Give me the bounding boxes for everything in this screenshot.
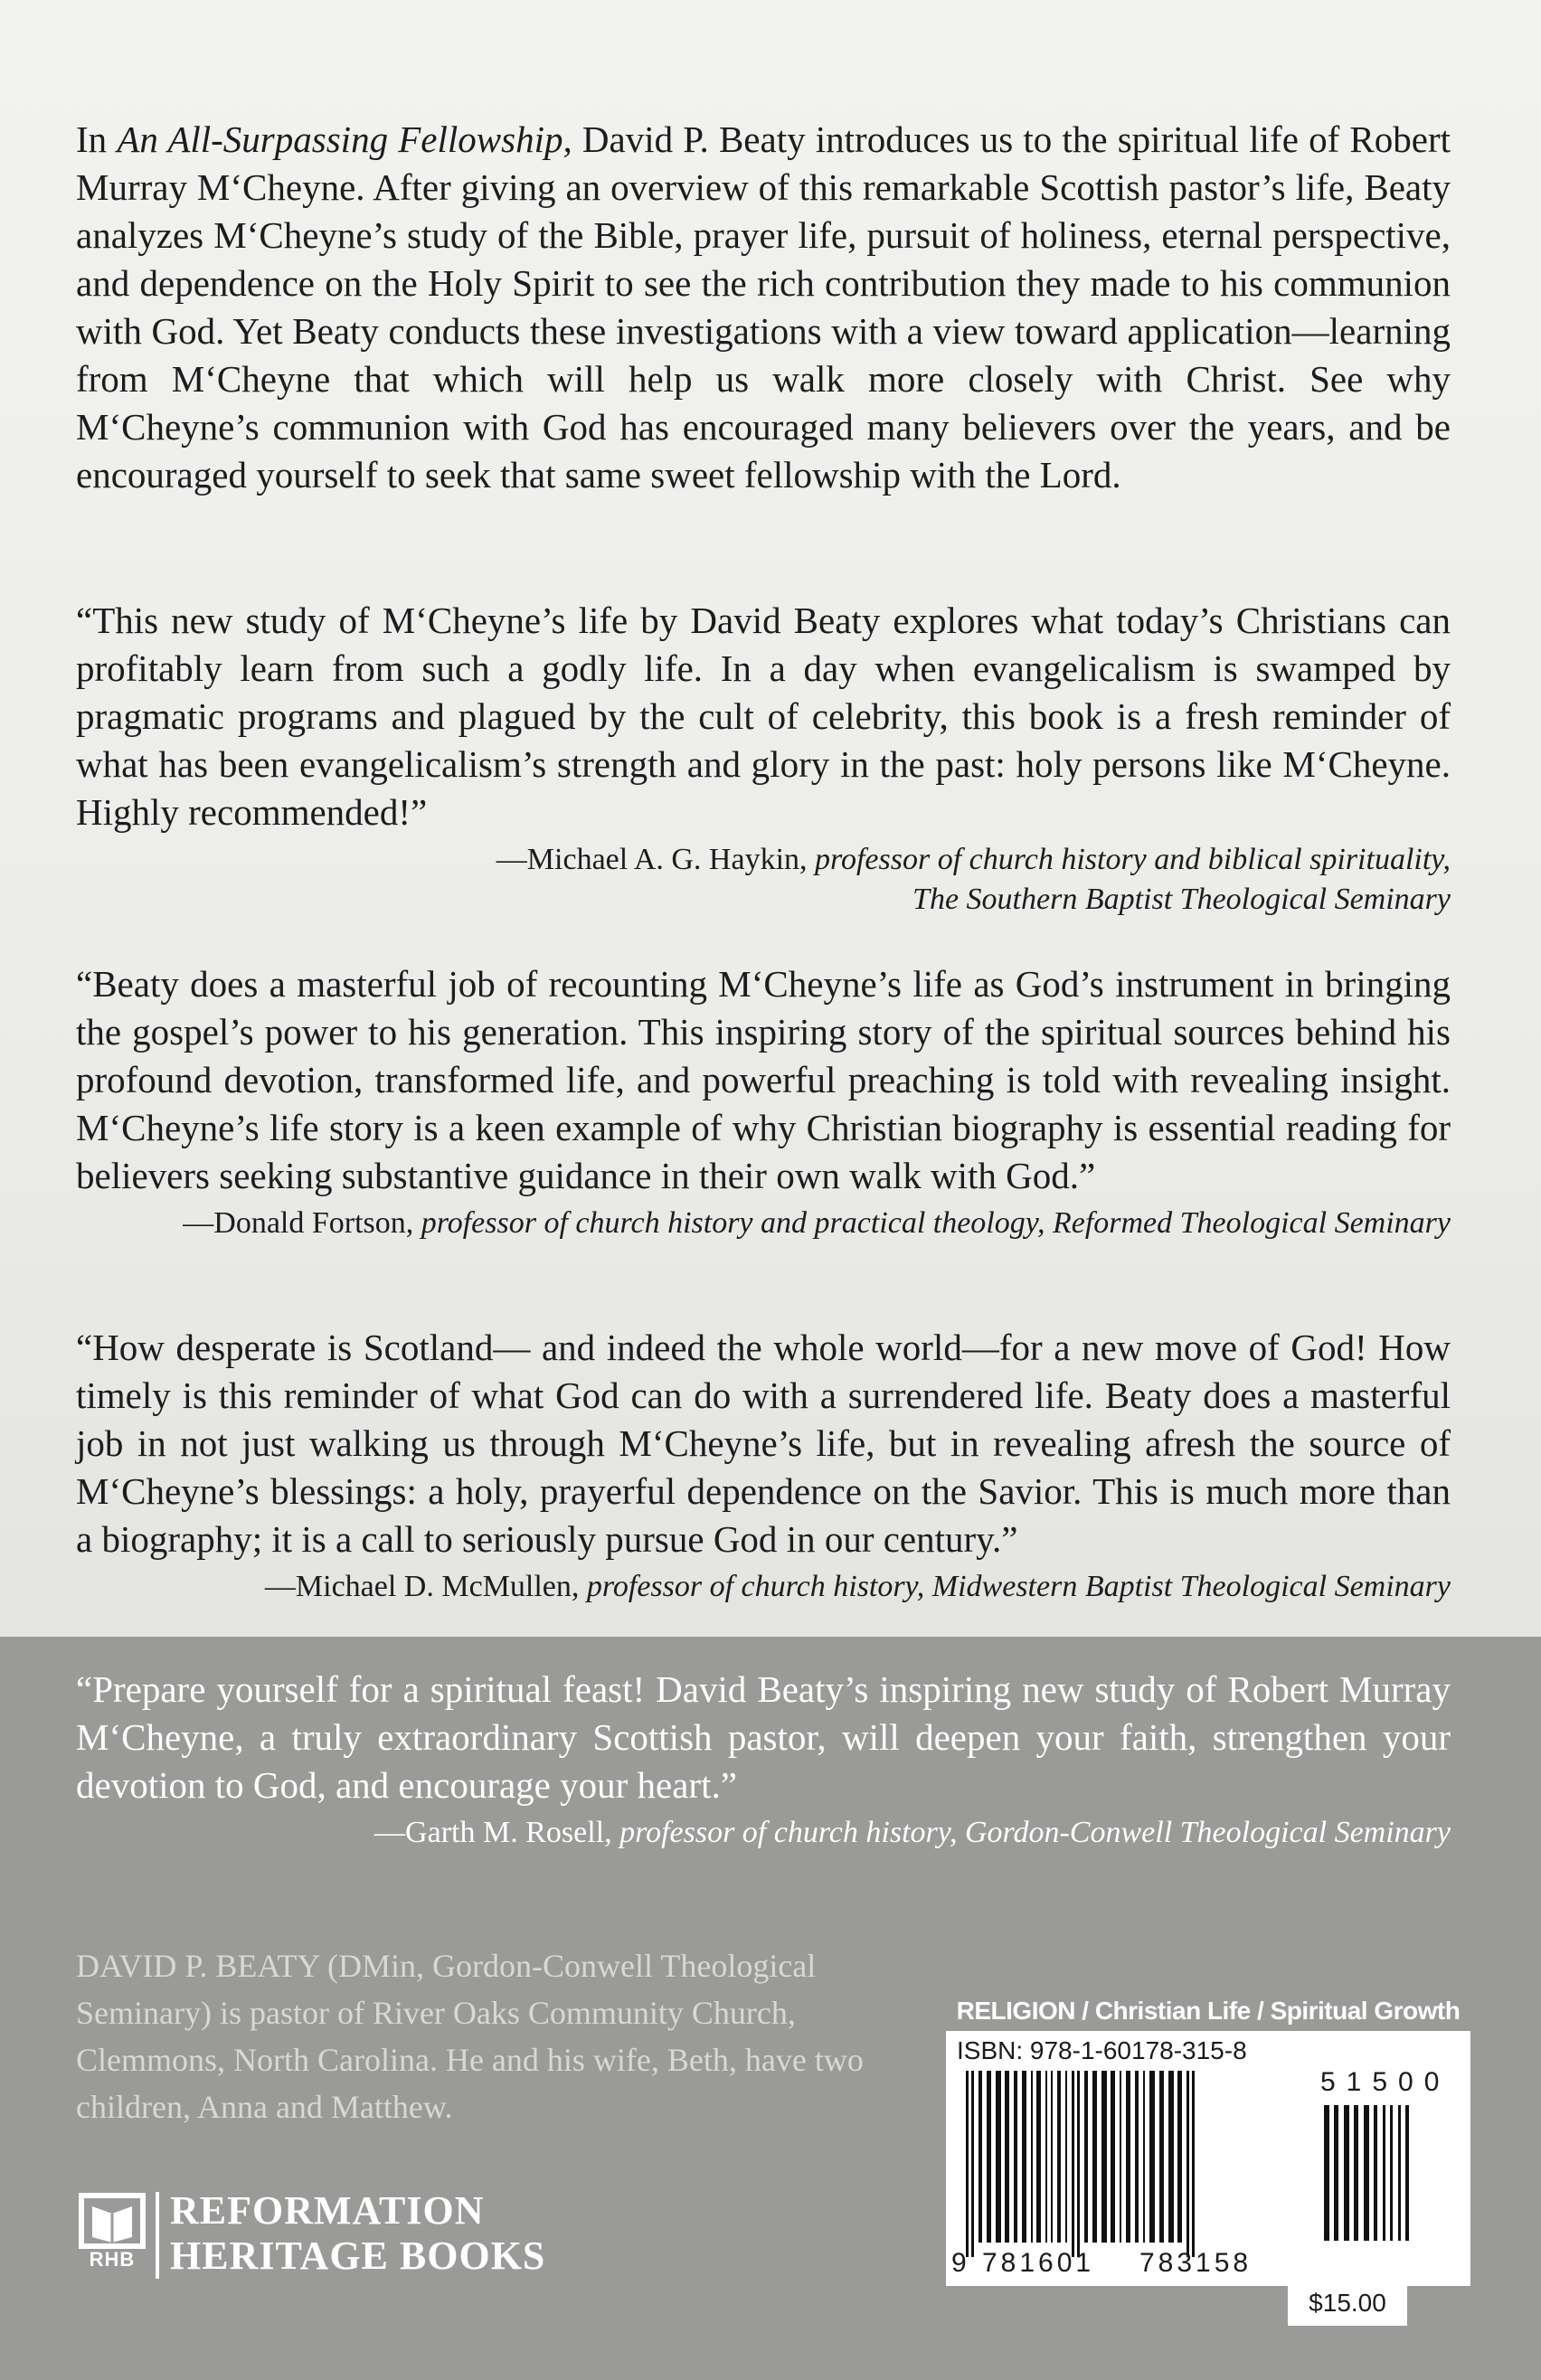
barcode-bar [1354,2105,1358,2241]
endorser-name: —Garth M. Rosell, [374,1816,612,1849]
endorser-institution: The Southern Baptist Theological Seminary [912,883,1451,916]
endorsement-rosell [76,1666,1451,1853]
barcode-bar [1022,2071,1026,2243]
logo-divider [156,2192,159,2279]
endorser-role: professor of church history, Gordon-Conwell Theological Seminary [619,1816,1451,1849]
barcode-bar [1405,2105,1409,2241]
barcode-bar [1084,2071,1088,2243]
price-code-digits: 51500 [1320,2067,1451,2097]
barcode-bar [1364,2105,1369,2241]
publisher-mark-text: RHB [89,2248,136,2271]
description-intro: In [76,118,118,160]
barcode-bar [1324,2105,1329,2241]
book-title: An All-Surpassing Fellowship, [117,118,572,160]
endorser-role: professor of church history and biblical spirituality, [815,843,1451,876]
barcode-bar [1092,2071,1097,2243]
endorsement-attribution [76,1813,1451,1853]
barcode-bar [1065,2071,1067,2243]
barcode-bar [1005,2071,1009,2243]
barcode-bar [1149,2071,1155,2243]
endorsement-quote: “This new study of M‘Cheyne’s life by David Beaty explores what today’s Christians can profitably learn from such a godly life. In a day when evangelicalism is swamped by pragmatic programs and plagued by the cult of celebrity, this book is a fresh reminder of what has been evangelicalism’s strength and glory in the past: holy persons like M‘Cheyne. Highly recommended!” [76,600,1451,833]
endorsement-quote: “Prepare yourself for a spiritual feast! David Beaty’s inspiring new study of Robert Murray M‘Cheyne, a truly extraordinary Scottish pastor, will deepen your faith, strengthen your devotion to God, and encourage your heart.” [76,1668,1451,1806]
barcode-bar [1072,2071,1074,2257]
endorsement-mcmullen [76,1324,1451,1607]
book-description [76,116,1451,499]
barcode-panel [946,2031,1470,2286]
publisher-name-line2: HERITAGE BOOKS [170,2234,546,2278]
barcode-bar [1031,2071,1033,2243]
barcode-bar [1334,2105,1338,2241]
barcode-bar [1120,2071,1121,2243]
endorsement-attribution [76,1204,1451,1243]
barcode-bar [1186,2071,1189,2257]
barcode-bar [1077,2071,1080,2257]
barcode-bar [1143,2071,1145,2243]
barcode-bar [1045,2071,1047,2243]
endorsement-fortson [76,960,1451,1243]
barcode-bar [971,2071,974,2257]
publisher-name [170,2188,545,2279]
barcode-bar [1390,2105,1393,2241]
endorsement-quote: “Beaty does a masterful job of recounting M‘Cheyne’s life as God’s instrument in bringing the gospel’s power to his generation. This inspiring story of the spiritual sources behind his profound devotion, transformed life, and powerful preaching is told with revealing insight. M‘Cheyne’s life story is a keen example of why Christian biography is essential reading for believers seeking substantive guidance in their own walk with God.” [76,963,1451,1196]
endorser-name: —Michael A. G. Haykin, [496,843,808,876]
endorser-name: —Michael D. McMullen, [264,1570,580,1603]
barcode-bar [1101,2071,1107,2243]
barcode-bar [1014,2071,1017,2243]
description-paragraph [76,116,1451,499]
barcode-bar [1057,2071,1061,2243]
endorsement-attribution [76,840,1451,920]
barcode-bar [1159,2071,1164,2243]
barcode-bar [1036,2071,1041,2243]
barcode-bar [1135,2071,1139,2243]
description-text: David P. Beaty introduces us to the spiritual life of Robert Murray M‘Cheyne. After giving an overview of this remarkable Scottish pastor’s life, Beaty analyzes M‘Cheyne’s study of the Bible, prayer life, pursuit of holiness, eternal perspective, and dependence on the Holy Spirit to see the rich contribution they made to his communion with God. Yet Beaty conducts these investigations with a view toward application—learning from M‘Cheyne that which will help us walk more closely with Christ. See why M‘Cheyne’s communion with God has encouraged many believers over the years, and be encouraged yourself to seek that same sweet fellowship with the Lord. [76,118,1451,496]
publisher-name-line1: REFORMATION [170,2188,485,2233]
endorsement-quote: “How desperate is Scotland— and indeed the whole world—for a new move of God! How timely is this reminder of what God can do with a surrendered life. Beaty does a masterful job in not just walking us through M‘Cheyne’s life, but in revealing afresh the source of M‘Cheyne’s blessings: a holy, prayerful dependence on the Savior. This is much more than a biography; it is a call to seriously pursue God in our century.” [76,1327,1451,1560]
barcode-bar [966,2071,969,2257]
author-bio: DAVID P. BEATY (DMin, Gordon-Conwell Theological Seminary) is pastor of River Oaks Community Church, Clemmons, North Carolina. He and his wife, Beth, have two children, Anna and Matthew. [76,1948,864,2125]
ean-first-digit: 9 [951,2248,967,2278]
barcode-bar [1398,2105,1401,2241]
endorser-name: —Donald Fortson, [183,1206,414,1240]
barcode-bar [996,2071,1001,2243]
barcode-bar [1126,2071,1130,2243]
ean-right-digits: 783158 [1139,2248,1253,2278]
barcode-bar [1168,2071,1174,2243]
publisher-logo [76,2186,546,2286]
endorsement-haykin [76,597,1451,920]
ean-left-digits: 781601 [982,2248,1095,2278]
barcode-bar [978,2071,982,2243]
barcode-bar [1177,2071,1182,2243]
endorsement-attribution [76,1567,1451,1607]
price-label: $15.00 [1288,2281,1407,2326]
barcode-bar [1051,2071,1053,2243]
barcode-bar [1374,2105,1377,2241]
isbn-text: ISBN: 978-1-60178-315-8 [957,2036,1247,2064]
endorser-role: professor of church history and practical theology, Reformed Theological Seminary [421,1206,1451,1240]
barcode-bar [1344,2105,1349,2241]
barcode-bar [987,2071,991,2243]
endorser-role: professor of church history, Midwestern Baptist Theological Seminary [586,1570,1451,1603]
barcode-bar [1111,2071,1115,2243]
barcode-bar [1383,2105,1385,2241]
barcode-bar [1192,2071,1195,2257]
category-label: RELIGION / Christian Life / Spiritual Growth [956,1997,1461,2025]
